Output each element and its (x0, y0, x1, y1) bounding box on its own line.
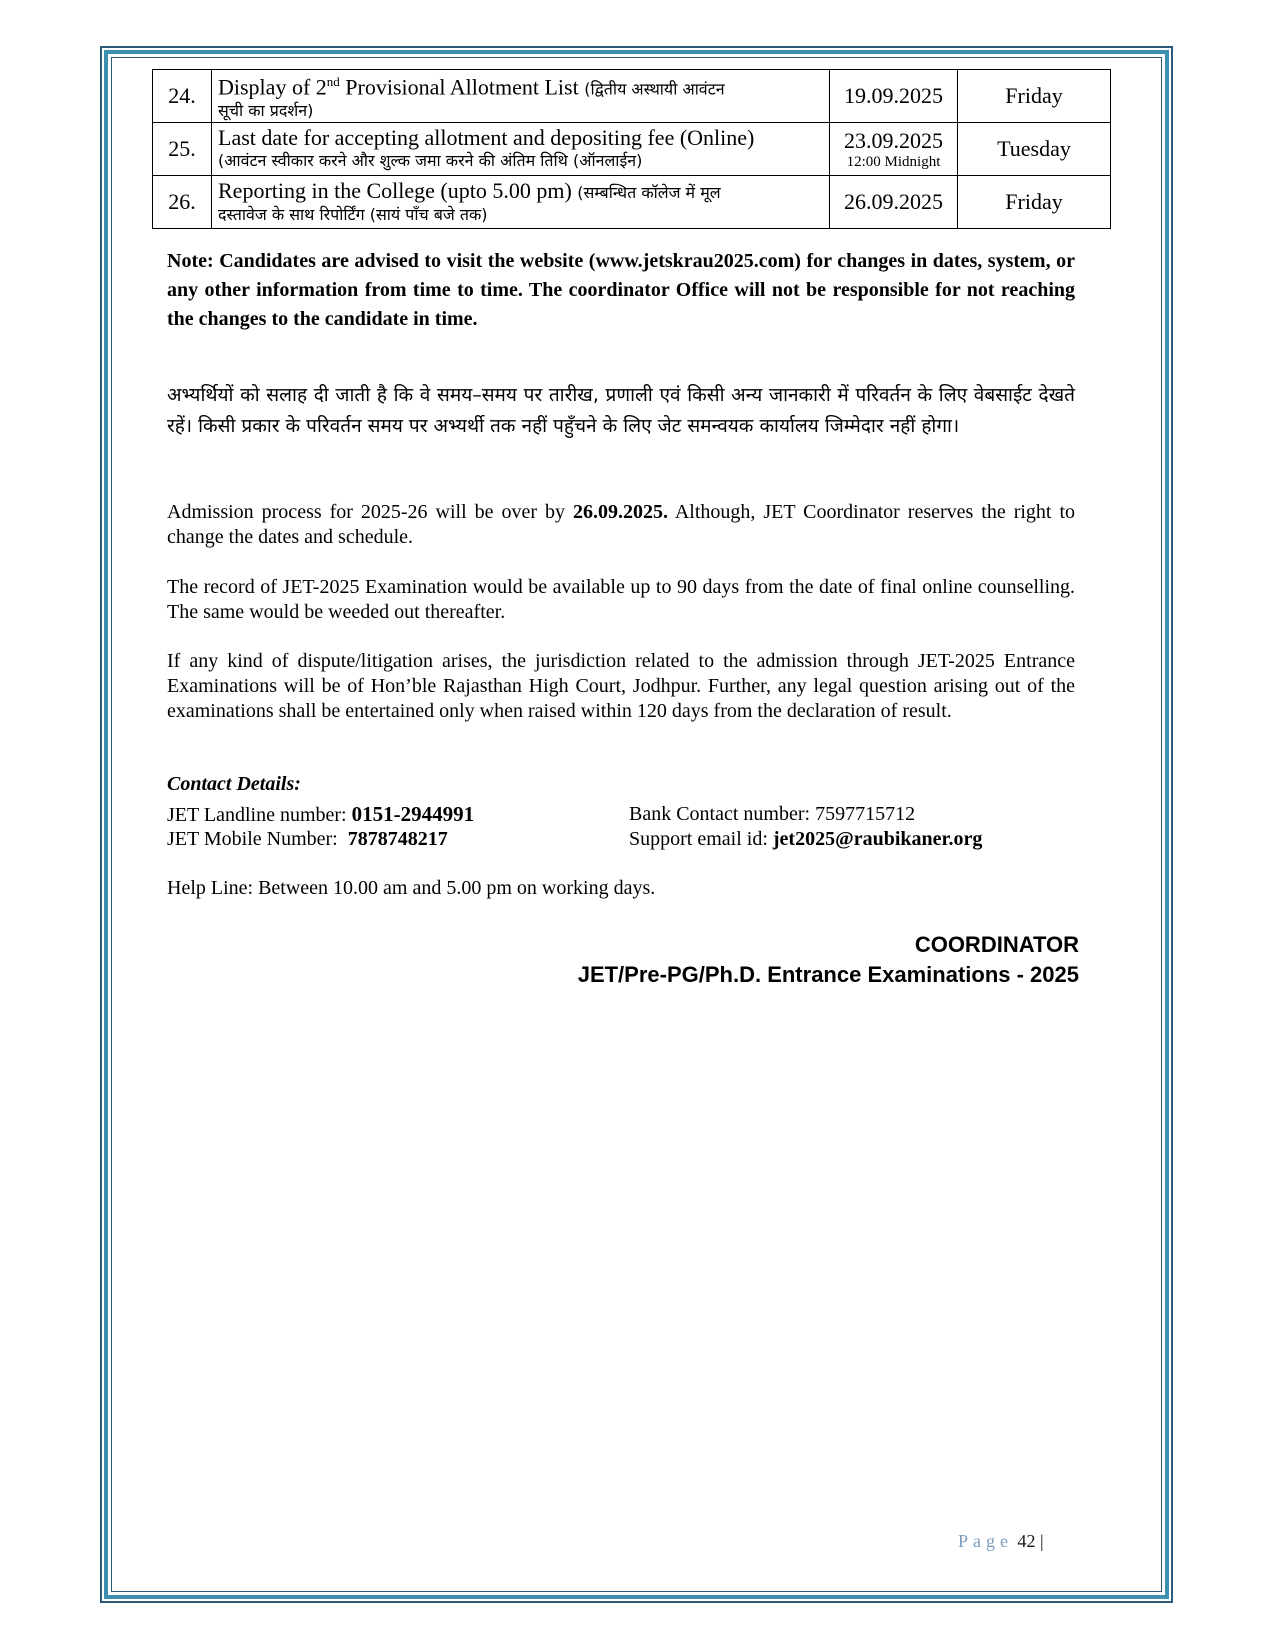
page-number: 42 | (1017, 1531, 1044, 1551)
serial-number: 26. (153, 176, 212, 229)
date-cell (830, 123, 958, 176)
event-cell (212, 123, 830, 176)
coordinator-office: JET/Pre-PG/Ph.D. Entrance Examinations - 2025 (577, 962, 1079, 987)
event-english: Last date for accepting allotment and depositing fee (Online) (218, 125, 755, 151)
table-row (153, 176, 1111, 229)
bank-number: 7597715712 (815, 803, 916, 825)
event-date: 19.09.2025 (844, 83, 943, 109)
coordinator-title: COORDINATOR (914, 932, 1079, 957)
helpline-text: Help Line: Between 10.00 am and 5.00 pm on working days. (167, 877, 656, 899)
event-cell (212, 176, 830, 229)
support-email-line: Support email id: jet2025@raubikaner.org (629, 828, 983, 850)
record-paragraph: The record of JET-2025 Examination would be available up to 90 days from the date of final online counselling. The same would be weeded out thereafter. (167, 576, 1075, 623)
event-hindi: दस्तावेज के साथ रिपोर्टिंग (सायं पाँच बजे तक) (218, 204, 488, 224)
event-hindi: (आवंटन स्वीकार करने और शुल्क जमा करने की अंतिम तिथि (ऑनलाईन) (218, 151, 643, 171)
mobile-number: 7878748217 (347, 828, 448, 850)
contact-details-heading: Contact Details: (167, 773, 301, 795)
event-date: 23.09.2025 (844, 127, 943, 153)
date-cell (830, 176, 958, 229)
mobile-line: JET Mobile Number: 7878748217 (167, 828, 448, 850)
landline-number: 0151-2944991 (351, 802, 475, 826)
event-english: Reporting in the College (upto 5.00 pm) (सम्बन्धित कॉलेज में मूल (218, 177, 721, 203)
schedule-table (152, 69, 1111, 229)
website-note-hindi: अभ्यर्थियों को सलाह दी जाती है कि वे समय–समय पर तारीख, प्रणाली एवं किसी अन्य जानकारी में परिवर्तन के लिए वेबसाईट देखते रहें। किसी प्रकार के परिवर्तन समय पर अभ्यर्थी तक नहीं पहुँचने के लिए जेट समन्वयक कार्यालय जिम्मेदार नहीं होगा। (167, 384, 1075, 437)
support-email: jet2025@raubikaner.org (772, 828, 983, 850)
event-date: 26.09.2025 (844, 189, 943, 215)
page-footer (958, 1531, 1044, 1552)
event-hindi-inline: (सम्बन्धित कॉलेज में मूल (577, 182, 721, 202)
date-cell (830, 70, 958, 123)
event-english: Display of 2nd Provisional Allotment List (द्वितीय अस्थायी आवंटन (218, 74, 725, 100)
event-time: 12:00 Midnight (846, 153, 941, 170)
table-row (153, 123, 1111, 176)
event-hindi: सूची का प्रदर्शन) (218, 101, 314, 121)
serial-number: 25. (153, 123, 212, 176)
day-cell: Tuesday (958, 123, 1111, 176)
serial-number: 24. (153, 70, 212, 123)
website-note: Note: Candidates are advised to visit the website (www.jetskrau2025.com) for changes in dates, system, or any other information from time to time. The coordinator Office will not be responsible for not reaching the changes to the candidate in time. (167, 250, 1075, 330)
admission-end-date: 26.09.2025. (572, 501, 668, 523)
bank-contact-line: Bank Contact number: 7597715712 (629, 803, 916, 825)
page-label: Page (958, 1531, 1013, 1551)
table-row (153, 70, 1111, 123)
event-cell (212, 70, 830, 123)
day-cell: Friday (958, 70, 1111, 123)
dispute-paragraph: If any kind of dispute/litigation arises, the jurisdiction related to the admission through JET-2025 Entrance Examinations will be of Hon’ble Rajasthan High Court, Jodhpur. Further, any legal question arising out of the examinations shall be entertained only when raised within 120 days from the declaration of result. (167, 650, 1075, 722)
event-hindi-inline: (द्वितीय अस्थायी आवंटन (584, 79, 725, 99)
day-cell: Friday (958, 176, 1111, 229)
admission-paragraph: Admission process for 2025-26 will be over by 26.09.2025. Although, JET Coordinator reserves the right to change the dates and schedule. (167, 501, 1075, 548)
landline-line: JET Landline number: 0151-2944991 (167, 802, 475, 826)
